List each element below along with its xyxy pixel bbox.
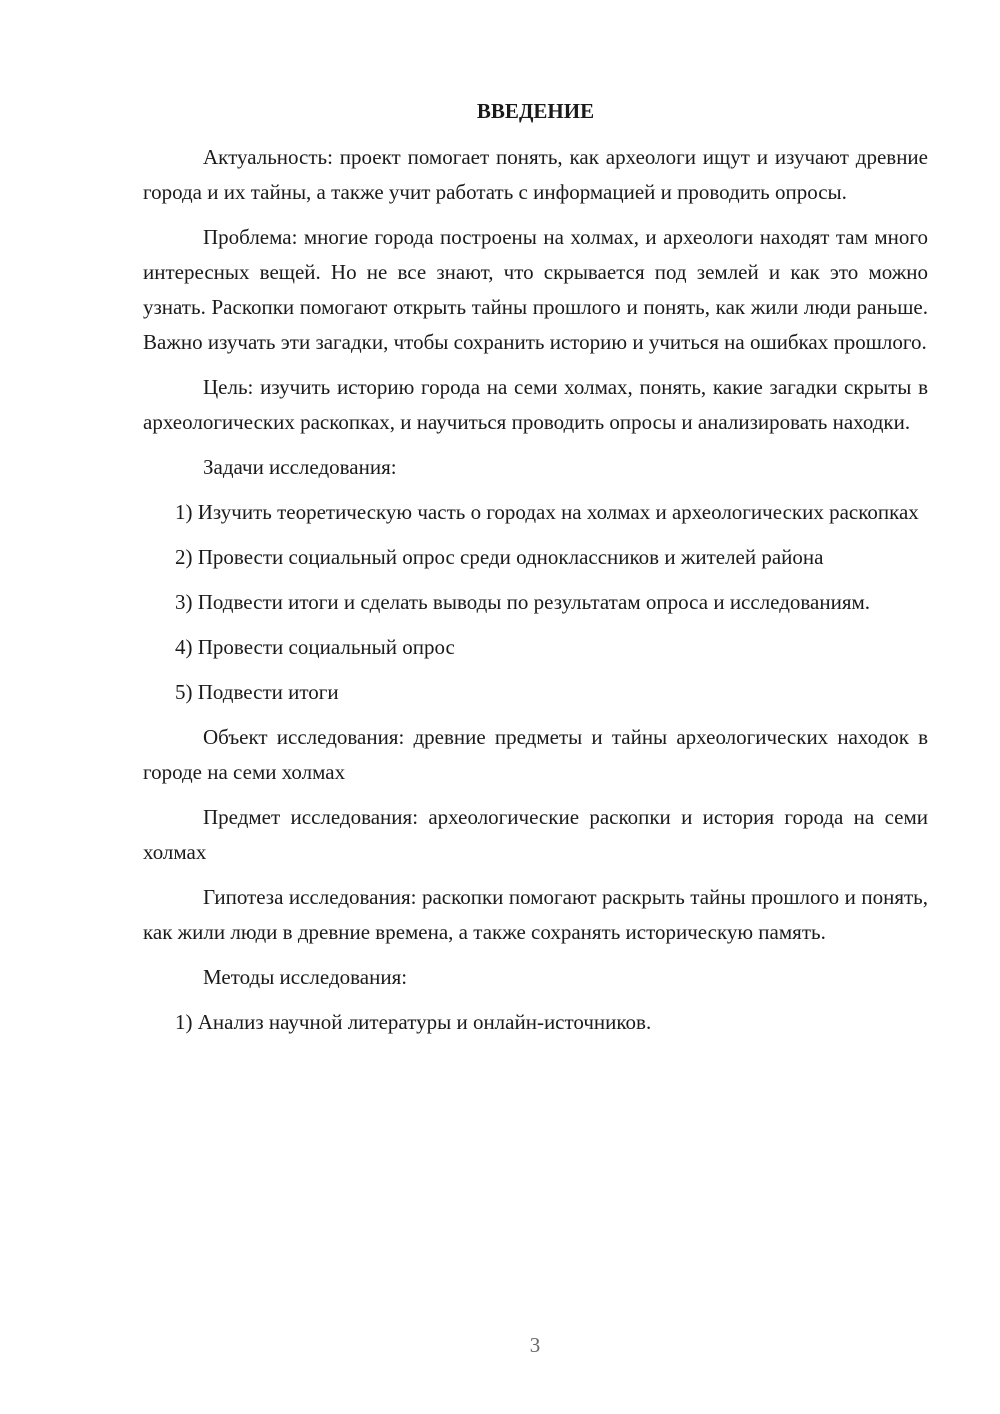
paragraph-hypothesis: Гипотеза исследования: раскопки помогают раскрыть тайны прошлого и понять, как жили люди в древние времена, а также сохранять историческую память. <box>143 885 928 944</box>
paragraph-problem: Проблема: многие города построены на холмах, и археологи находят там много интересных вещей. Но не все знают, что скрывается под землей и как это можно узнать. Раскопки помогают открыть тайны прошлого и понять, как жили люди раньше. Важно изучать эти загадки, чтобы сохранить историю и учиться на ошибках прошлого. <box>143 225 928 354</box>
method-item-1: 1) Анализ научной литературы и онлайн-источников. <box>175 1010 652 1034</box>
task-item-5: 5) Подвести итоги <box>175 680 339 704</box>
task-item-4: 4) Провести социальный опрос <box>175 635 455 659</box>
task-item-3: 3) Подвести итоги и сделать выводы по результатам опроса и исследованиям. <box>175 590 871 614</box>
task-item-2: 2) Провести социальный опрос среди одноклассников и жителей района <box>175 545 824 569</box>
page-number: 3 <box>529 1333 541 1357</box>
paragraph-goal: Цель: изучить историю города на семи холмах, понять, какие загадки скрыты в археологических раскопках, и научиться проводить опросы и анализировать находки. <box>143 375 928 434</box>
paragraph-relevance: Актуальность: проект помогает понять, как археологи ищут и изучают древние города и их тайны, а также учит работать с информацией и проводить опросы. <box>143 145 928 204</box>
paragraph-object: Объект исследования: древние предметы и тайны археологических находок в городе на семи холмах <box>143 725 928 784</box>
document-page <box>143 96 928 1050</box>
task-item-1: 1) Изучить теоретическую часть о городах на холмах и археологических раскопках <box>175 500 919 524</box>
tasks-heading: Задачи исследования: <box>203 455 397 479</box>
methods-heading: Методы исследования: <box>203 965 408 989</box>
paragraph-subject: Предмет исследования: археологические раскопки и история города на семи холмах <box>143 805 928 864</box>
section-title: ВВЕДЕНИЕ <box>476 99 595 123</box>
